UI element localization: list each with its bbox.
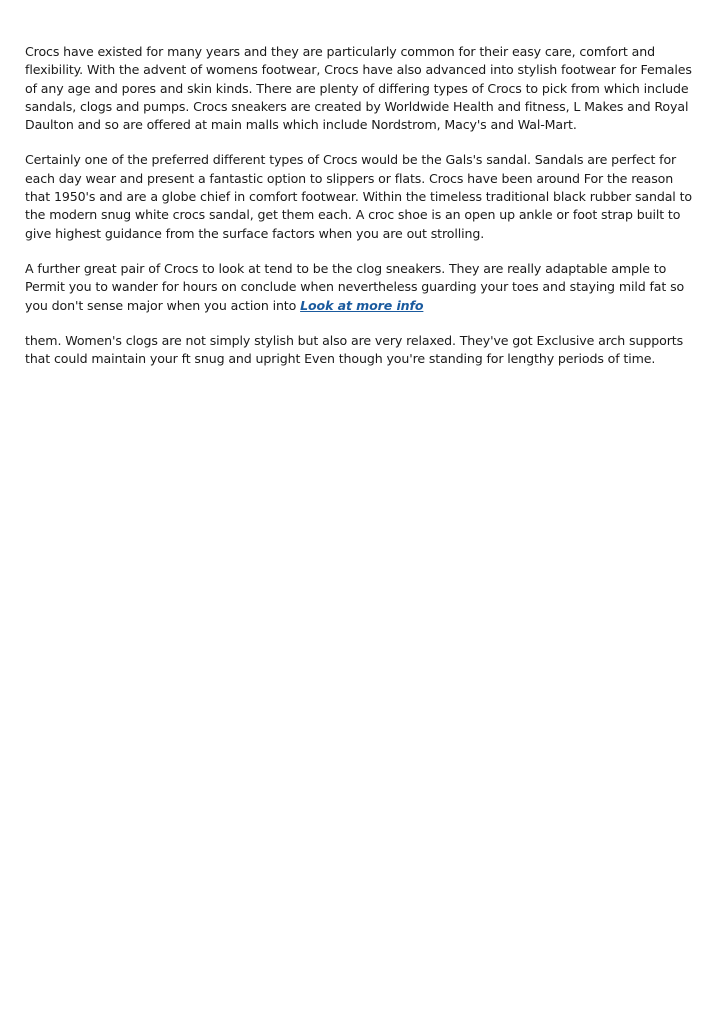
paragraph-3-text: A further great pair of Crocs to look at tend to be the clog sneakers. They are really adaptable ample to Permit you to wander for hours on conclude when nevertheless guarding your toes and staying mild fat so you don't sense major when you action into	[25, 260, 685, 313]
paragraph-2: Certainly one of the preferred different types of Crocs would be the Gals's sandal. Sandals are perfect for each day wear and present a fantastic option to slippers or flats. Crocs have been around For the reason that 1950's and are a globe chief in comfort footwear. Within the timeless traditional black rubber sandal to the modern snug white crocs sandal, get them each. A croc shoe is an open up ankle or foot strap built to give highest guidance from the surface factors when you are out strolling.	[25, 152, 692, 241]
paragraph-1: Crocs have existed for many years and they are particularly common for their easy care, comfort and flexibility. With the advent of womens footwear, Crocs have also advanced into stylish footwear for Females of any age and pores and skin kinds. There are plenty of differing types of Crocs to pick from which include sandals, clogs and pumps. Crocs sneakers are created by Worldwide Health and fitness, L Makes and Royal Daulton and so are offered at main malls which include Nordstrom, Macy's and Wal-Mart.	[25, 44, 692, 133]
paragraph-4: them. Women's clogs are not simply stylish but also are very relaxed. They've got Exclusive arch supports that could maintain your ft snug and upright Even though you're standing for lengthy periods of time.	[25, 332, 684, 367]
look-at-more-info-link[interactable]: Look at more info	[300, 297, 424, 313]
paragraph-3	[25, 260, 698, 315]
